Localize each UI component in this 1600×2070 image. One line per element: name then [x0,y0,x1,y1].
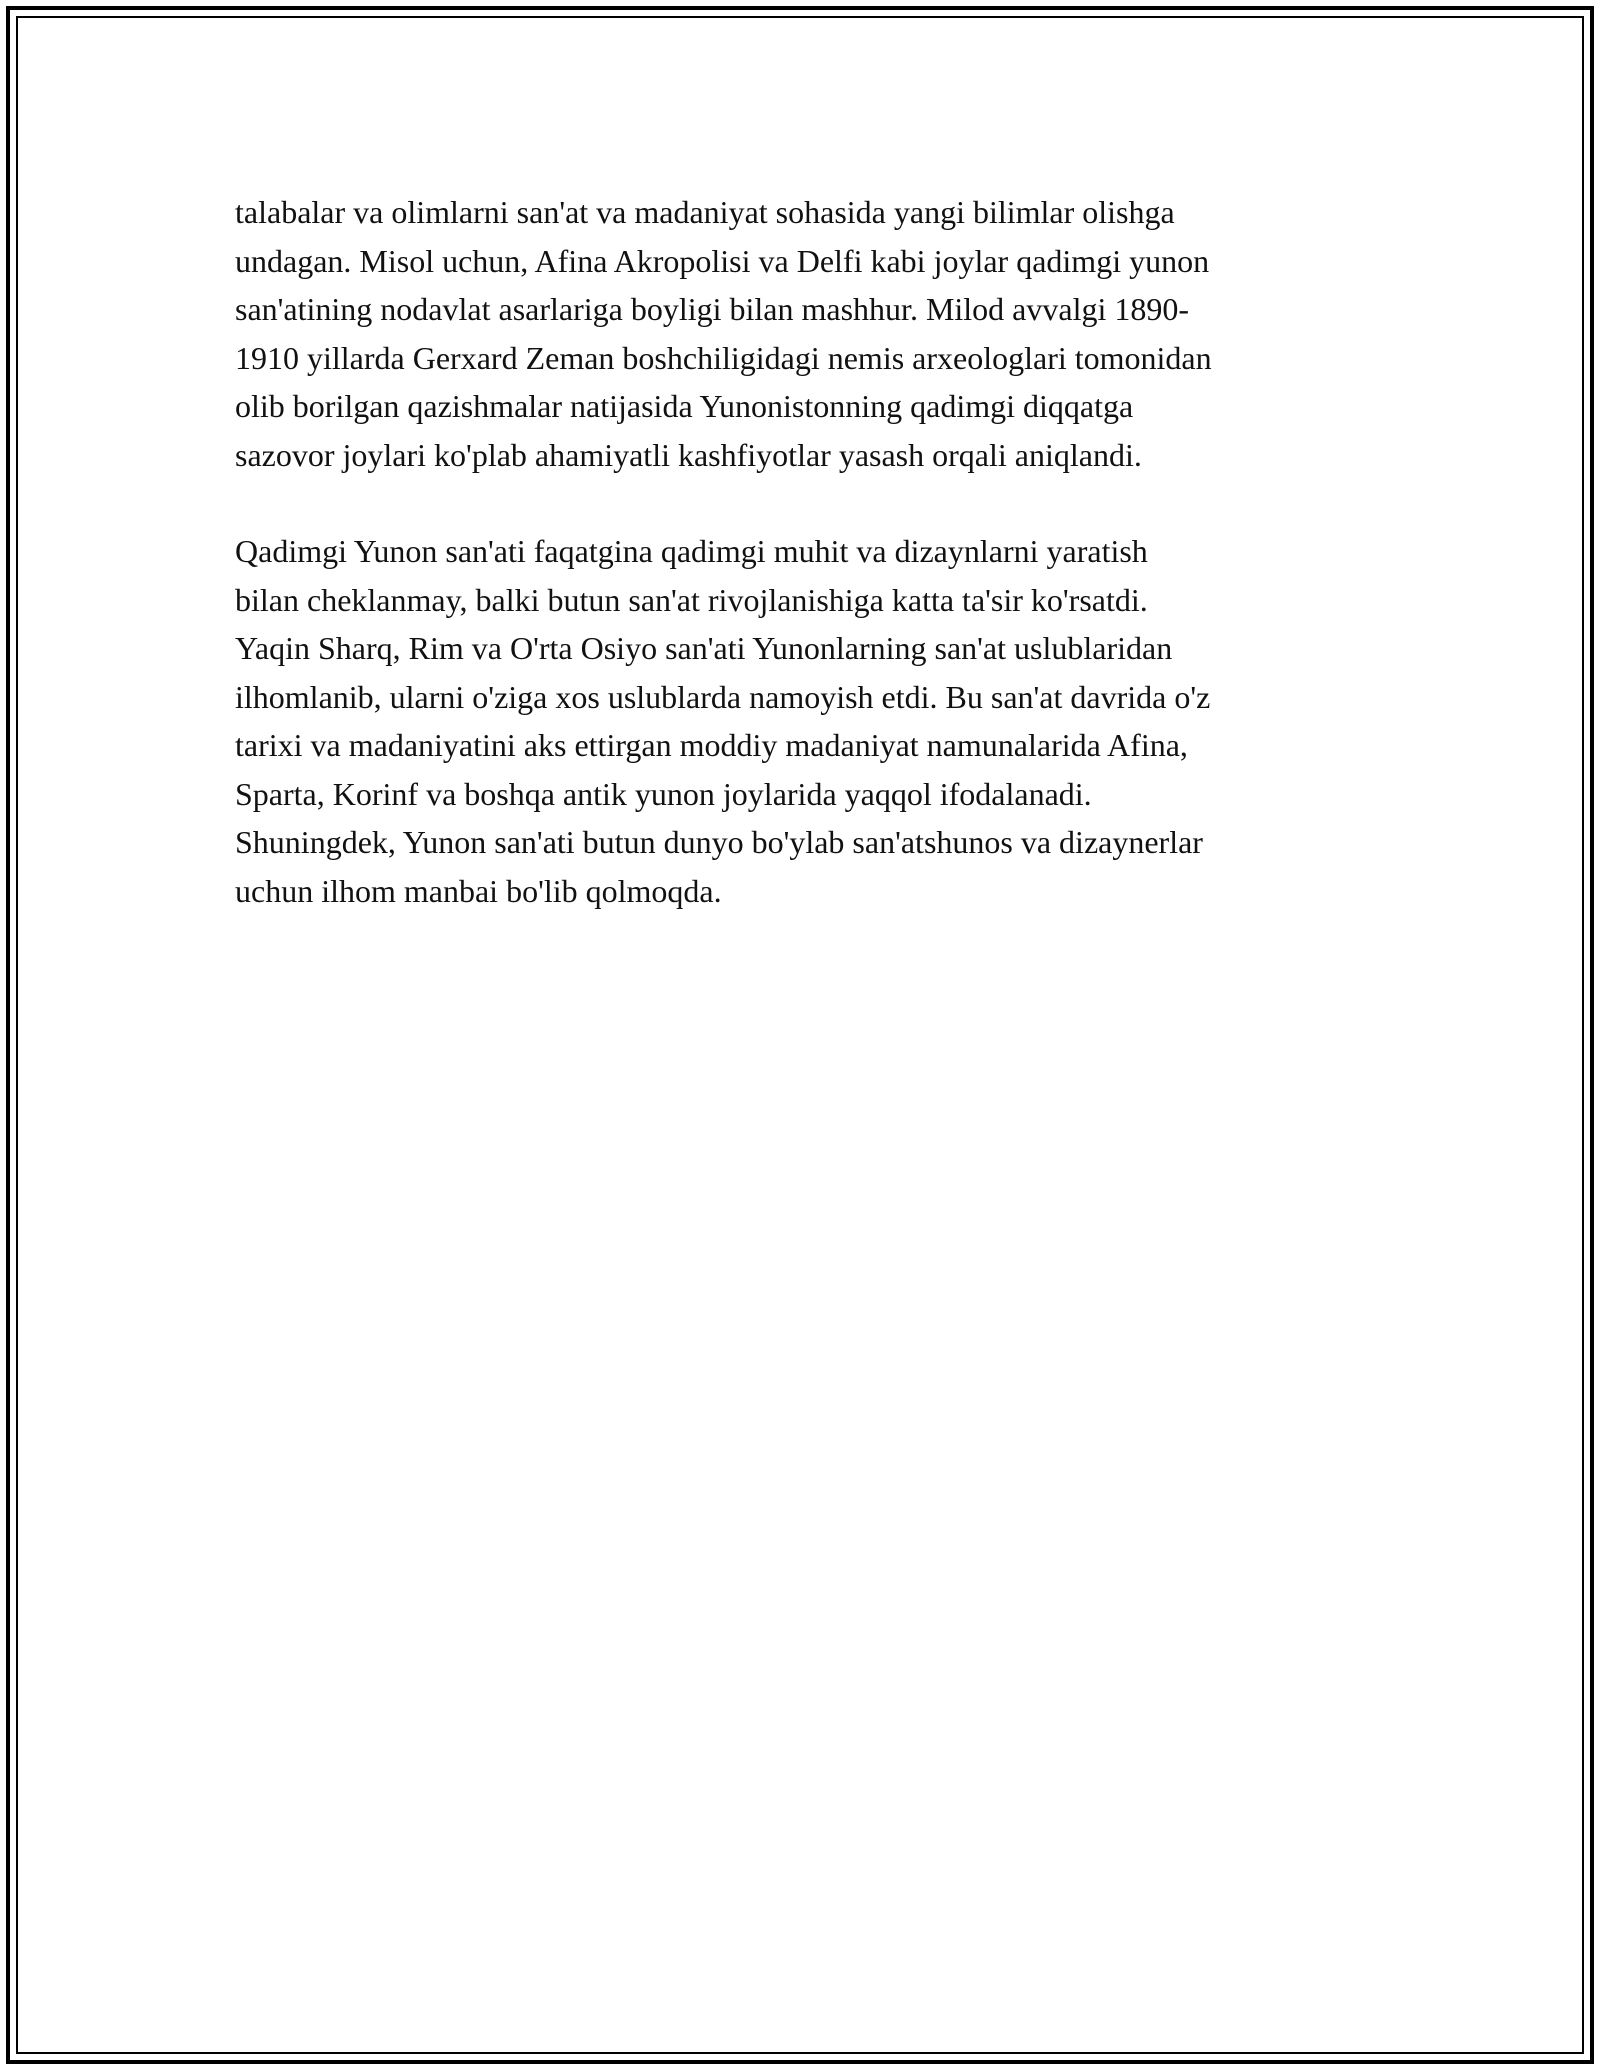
text-line: Qadimgi Yunon san'ati faqatgina qadimgi muhit va dizaynlarni yaratish [235,533,1148,569]
text-line: 1910 yillarda Gerxard Zeman boshchiligidagi nemis arxeologlari tomonidan [235,339,1212,376]
text-line: uchun ilhom manbai bo'lib qolmoqda. [235,872,722,909]
text-line: ilhomlanib, ularni o'ziga xos uslublarda namoyish etdi. Bu san'at davrida o'z [235,678,1211,715]
text-line: bilan cheklanmay, balki butun san'at rivojlanishiga katta ta'sir ko'rsatdi. [235,581,1148,618]
text-line: tarixi va madaniyatini aks ettirgan moddiy madaniyat namunalarida Afina, [235,727,1188,763]
text-line: olib borilgan qazishmalar natijasida Yunonistonning qadimgi diqqatga [235,388,1134,424]
text-line: san'atining nodavlat asarlariga boyligi bilan mashhur. Milod avvalgi 1890- [235,291,1190,327]
text-line: Yaqin Sharq, Rim va O'rta Osiyo san'ati Yunonlarning san'at uslublaridan [235,630,1173,666]
document-body [235,188,1375,963]
text-line: undagan. Misol uchun, Afina Akropolisi va Delfi kabi joylar qadimgi yunon [235,242,1210,279]
text-line: sazovor joylari ko'plab ahamiyatli kashfiyotlar yasash orqali aniqlandi. [235,436,1142,473]
paragraph-1 [235,188,1375,479]
text-line: Sparta, Korinf va boshqa antik yunon joylarida yaqqol ifodalanadi. [235,775,1092,812]
text-line: Shuningdek, Yunon san'ati butun dunyo bo'ylab san'atshunos va dizaynerlar [235,824,1203,860]
text-line: talabalar va olimlarni san'at va madaniyat sohasida yangi bilimlar olishga [235,194,1175,230]
paragraph-2 [235,527,1375,915]
